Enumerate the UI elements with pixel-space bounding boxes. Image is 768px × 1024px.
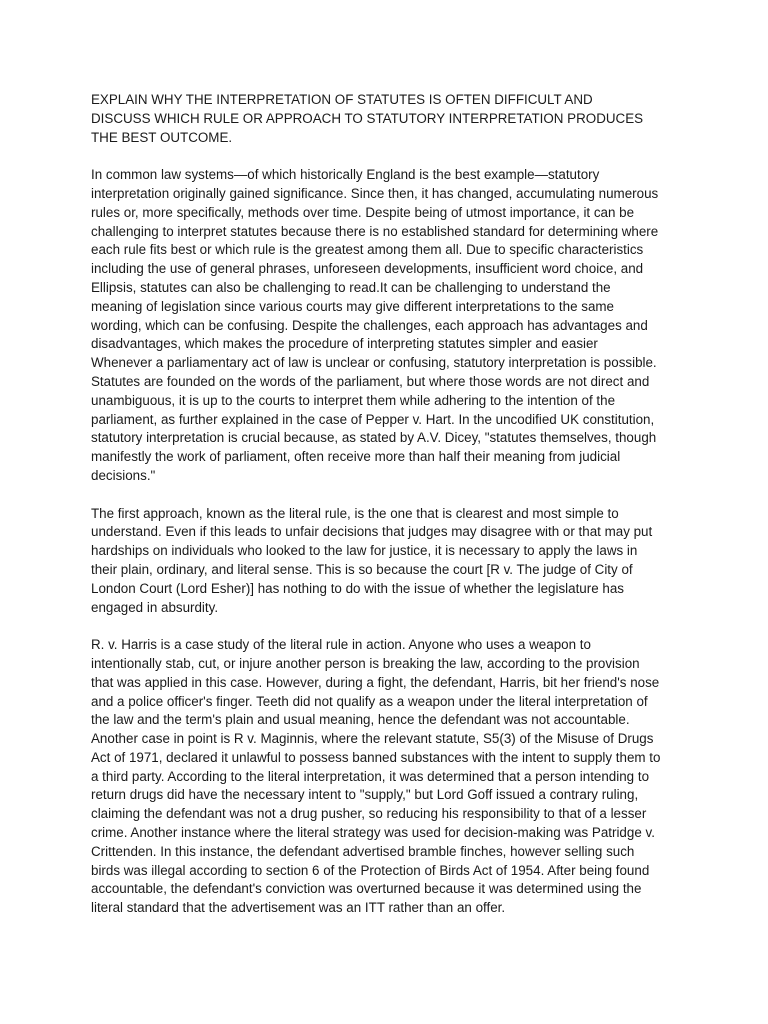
- paragraph-literal-rule: [91, 505, 687, 618]
- text-line: including the use of general phrases, unforeseen developments, insufficient word choice, and: [91, 261, 644, 277]
- text-line: Act of 1971, declared it unlawful to possess banned substances with the intent to supply them to: [91, 749, 661, 765]
- text-line: Ellipsis, statutes can also be challenging to read.It can be challenging to understand the: [91, 279, 611, 295]
- text-line: hardships on individuals who looked to the law for justice, it is necessary to apply the laws in: [91, 543, 638, 559]
- text-line: understand. Even if this leads to unfair decisions that judges may disagree with or that may put: [91, 524, 653, 540]
- text-line: Crittenden. In this instance, the defendant advertised bramble finches, however selling such: [91, 843, 635, 859]
- text-line: that was applied in this case. However, during a fight, the defendant, Harris, bit her friend's nose: [91, 674, 660, 690]
- text-line: interpretation originally gained significance. Since then, it has changed, accumulating numerous: [91, 185, 659, 201]
- text-line: challenging to interpret statutes because there is no established standard for determining where: [91, 223, 659, 239]
- text-line: London Court (Lord Esher)] has nothing to do with the issue of whether the legislature has: [91, 580, 624, 596]
- text-line: The first approach, known as the literal rule, is the one that is clearest and most simple to: [91, 505, 619, 521]
- text-line: parliament, as further explained in the case of Pepper v. Hart. In the uncodified UK constitution,: [91, 411, 655, 427]
- text-line: intentionally stab, cut, or injure another person is breaking the law, according to the provision: [91, 655, 640, 671]
- text-line: In common law systems—of which historically England is the best example—statutory: [91, 167, 600, 183]
- text-line: decisions.": [91, 467, 156, 483]
- paragraph-case-studies: [91, 636, 687, 918]
- text-line: crime. Another instance where the literal strategy was used for decision-making was Patridge v.: [91, 825, 655, 841]
- text-line: accountable, the defendant's conviction was overturned because it was determined using the: [91, 881, 642, 897]
- title-line: THE BEST OUTCOME.: [91, 129, 233, 145]
- text-line: R. v. Harris is a case study of the literal rule in action. Anyone who uses a weapon to: [91, 637, 591, 653]
- text-line: their plain, ordinary, and literal sense. This is so because the court [R v. The judge of City of: [91, 561, 633, 577]
- text-line: unambiguous, it is up to the courts to interpret them while adhering to the intention of the: [91, 392, 616, 408]
- text-line: disadvantages, which makes the procedure of interpreting statutes simpler and easier: [91, 336, 598, 352]
- text-line: Another case in point is R v. Maginnis, where the relevant statute, S5(3) of the Misuse of Drugs: [91, 731, 654, 747]
- text-line: and a police officer's finger. Teeth did not qualify as a weapon under the literal interpretation of: [91, 693, 648, 709]
- text-line: wording, which can be confusing. Despite the challenges, each approach has advantages and: [91, 317, 648, 333]
- text-line: literal standard that the advertisement was an ITT rather than an offer.: [91, 900, 506, 916]
- title-line: EXPLAIN WHY THE INTERPRETATION OF STATUTES IS OFTEN DIFFICULT AND: [91, 92, 593, 107]
- text-line: meaning of legislation since various courts may give different interpretations to the same: [91, 298, 615, 314]
- text-line: birds was illegal according to section 6 of the Protection of Birds Act of 1954. After being found: [91, 862, 650, 878]
- text-line: each rule fits best or which rule is the greatest among them all. Due to specific characteristics: [91, 242, 644, 258]
- text-line: engaged in absurdity.: [91, 599, 219, 615]
- text-line: claiming the defendant was not a drug pusher, so reducing his responsibility to that of a lesser: [91, 806, 647, 822]
- paragraph-introduction: [91, 166, 687, 486]
- document-page: [91, 91, 687, 937]
- text-line: statutory interpretation is crucial because, as stated by A.V. Dicey, "statutes themselves, though: [91, 430, 657, 446]
- text-line: a third party. According to the literal interpretation, it was determined that a person intending to: [91, 768, 650, 784]
- text-line: the law and the term's plain and usual meaning, hence the defendant was not accountable.: [91, 712, 630, 728]
- text-line: Statutes are founded on the words of the parliament, but where those words are not direct and: [91, 373, 650, 389]
- title-line: DISCUSS WHICH RULE OR APPROACH TO STATUTORY INTERPRETATION PRODUCES: [91, 110, 644, 126]
- text-line: manifestly the work of parliament, often receive more than half their meaning from judicial: [91, 449, 621, 465]
- text-line: return drugs did have the necessary intent to "supply," but Lord Goff issued a contrary ruling,: [91, 787, 639, 803]
- text-line: rules or, more specifically, methods over time. Despite being of utmost importance, it can be: [91, 204, 635, 220]
- text-line: Whenever a parliamentary act of law is unclear or confusing, statutory interpretation is possible.: [91, 355, 657, 371]
- document-title: [91, 91, 687, 147]
